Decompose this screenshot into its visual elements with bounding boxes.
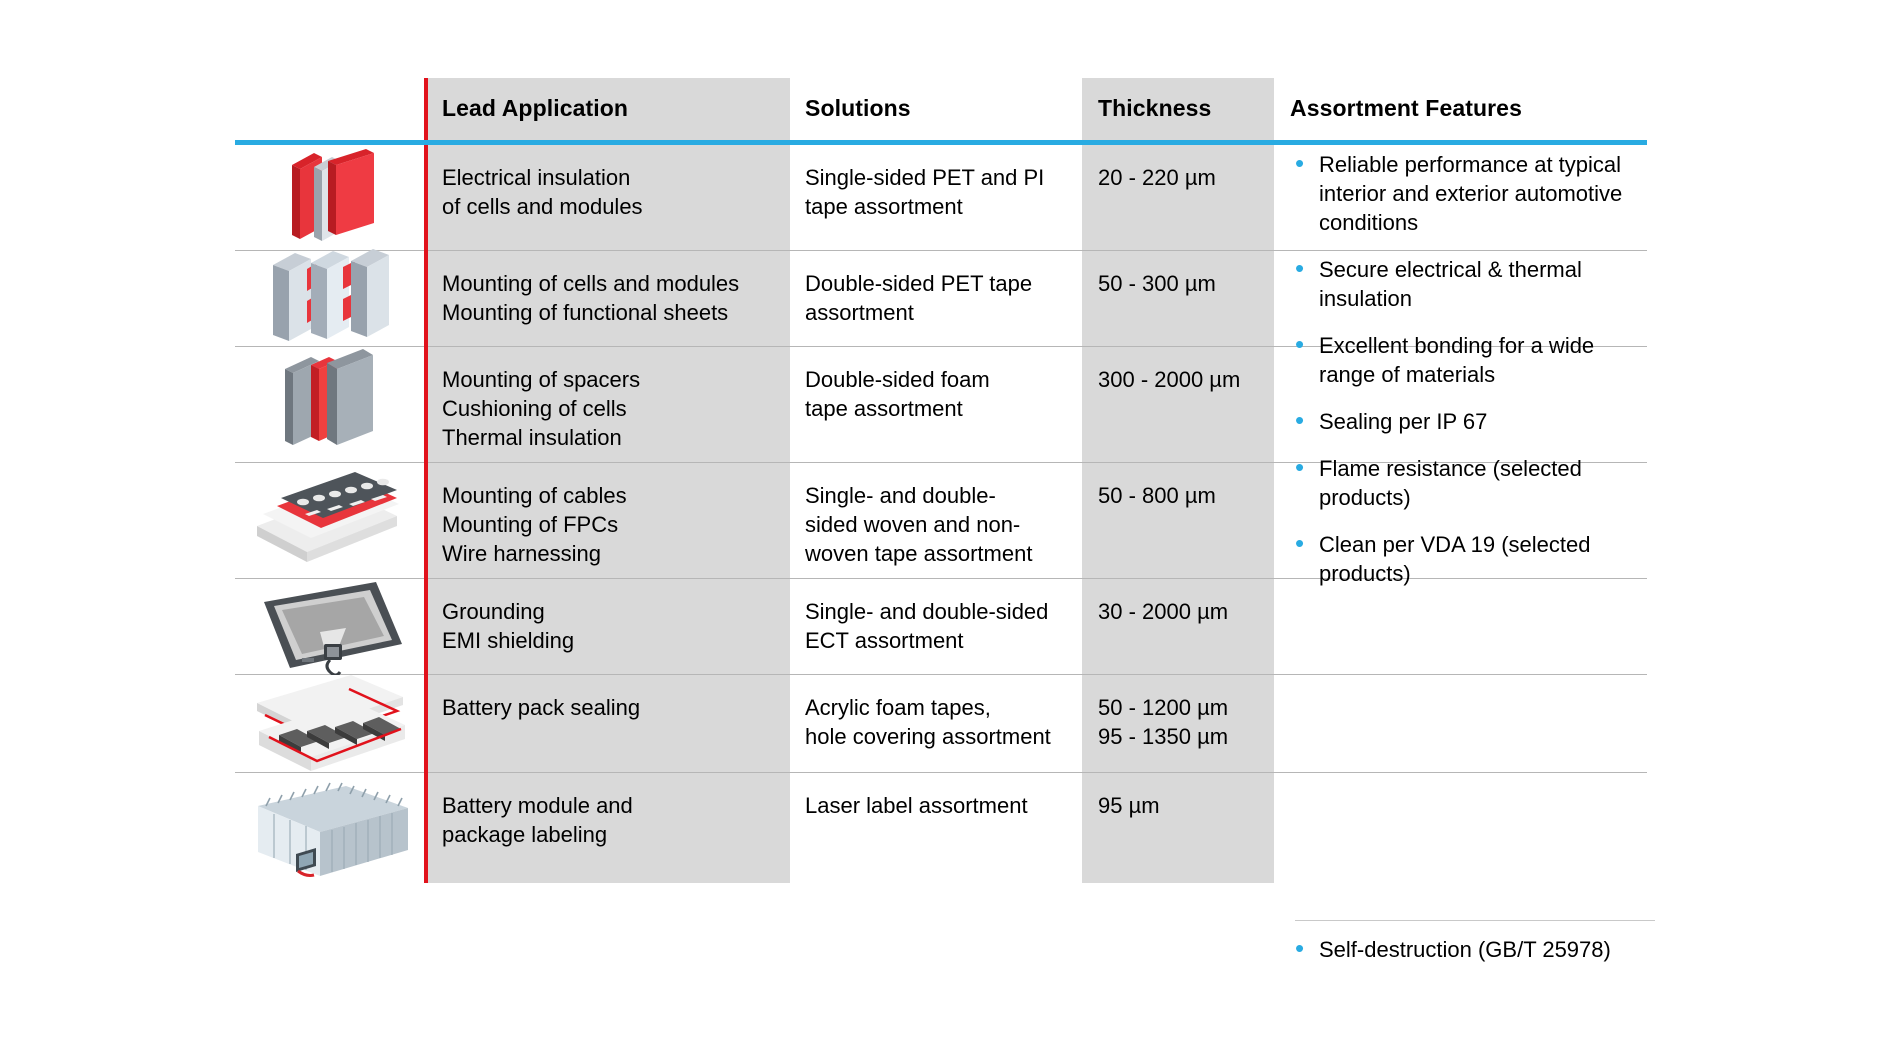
solutions-text: Double-sided foam tape assortment — [805, 367, 990, 421]
row-thickness-cell — [1082, 579, 1274, 674]
solutions-text: Double-sided PET tape assortment — [805, 271, 1033, 325]
row-image-cell — [235, 251, 424, 346]
solutions-text: Single- and double-sided ECT assortment — [805, 599, 1049, 653]
feature-item — [1295, 935, 1695, 964]
application-text: Mounting of cables Mounting of FPCs Wire harnessing — [442, 483, 627, 566]
row-image-cell — [235, 773, 424, 883]
battery-module-label-icon — [242, 772, 417, 884]
row-image-cell — [235, 145, 424, 250]
row-features-cell — [1274, 675, 1647, 772]
emi-shield-panel-icon — [235, 579, 424, 674]
feature-item — [1295, 150, 1655, 237]
feature-text: Sealing per IP 67 — [1319, 409, 1488, 434]
header-label-solutions: Solutions — [805, 95, 911, 122]
row-features-cell — [1274, 773, 1647, 883]
bullet-icon: • — [1295, 452, 1305, 482]
header-cell-image — [235, 78, 424, 140]
header-label-thickness: Thickness — [1098, 95, 1212, 122]
solutions-text: Laser label assortment — [805, 793, 1028, 818]
bullet-icon: • — [1295, 329, 1305, 359]
feature-text: Flame resistance (selected products) — [1319, 456, 1582, 510]
assortment-features-footnote-list — [1295, 935, 1695, 982]
cell-spacer-foam-icon — [235, 347, 424, 462]
application-text: Mounting of spacers Cushioning of cells Thermal insulation — [442, 367, 641, 450]
header-cell-features — [1274, 78, 1647, 140]
feature-item — [1295, 454, 1655, 512]
features-divider — [1295, 920, 1655, 921]
bullet-icon: • — [1295, 253, 1305, 283]
row-solutions-cell — [790, 675, 1082, 772]
header-cell-solutions — [790, 78, 1082, 140]
thickness-text: 30 - 2000 µm — [1098, 599, 1229, 624]
header-cell-thickness — [1082, 78, 1274, 140]
solutions-text: Single-sided PET and PI tape assortment — [805, 165, 1045, 219]
row-application-cell — [424, 579, 790, 674]
battery-cell-red-wrap-icon — [270, 143, 390, 253]
row-thickness-cell — [1082, 675, 1274, 772]
bullet-icon: • — [1295, 933, 1305, 963]
bullet-icon: • — [1295, 148, 1305, 178]
flexible-circuit-cable-icon — [247, 466, 412, 576]
row-solutions-cell — [790, 145, 1082, 250]
battery-cell-red-wrap-icon — [235, 145, 424, 250]
battery-module-label-icon — [235, 773, 424, 883]
row-image-cell — [235, 579, 424, 674]
application-text: Mounting of cells and modules Mounting of functional sheets — [442, 271, 740, 325]
row-thickness-cell — [1082, 347, 1274, 462]
row-thickness-cell — [1082, 463, 1274, 578]
prismatic-cells-stack-icon — [235, 251, 424, 346]
header-label-application: Lead Application — [442, 95, 629, 122]
row-thickness-cell — [1082, 773, 1274, 883]
application-text: Grounding EMI shielding — [442, 599, 575, 653]
application-text: Electrical insulation of cells and modules — [442, 165, 643, 219]
table-row — [235, 773, 1647, 883]
battery-pack-seal-icon — [245, 669, 415, 779]
thickness-text: 50 - 300 µm — [1098, 271, 1216, 296]
header-label-features: Assortment Features — [1290, 95, 1522, 122]
feature-item — [1295, 530, 1655, 588]
bullet-icon: • — [1295, 405, 1305, 435]
row-application-cell — [424, 773, 790, 883]
blue-header-rule — [235, 140, 1647, 145]
row-application-cell — [424, 463, 790, 578]
row-image-cell — [235, 347, 424, 462]
thickness-text: 50 - 800 µm — [1098, 483, 1216, 508]
feature-text: Excellent bonding for a wide range of materials — [1319, 333, 1595, 387]
row-thickness-cell — [1082, 251, 1274, 346]
table-header-row — [235, 78, 1647, 140]
application-text: Battery pack sealing — [442, 695, 641, 720]
red-vertical-rule — [424, 78, 428, 883]
battery-pack-seal-icon — [235, 675, 424, 772]
bullet-icon: • — [1295, 528, 1305, 558]
row-thickness-cell — [1082, 145, 1274, 250]
row-solutions-cell — [790, 463, 1082, 578]
prismatic-cells-stack-icon — [255, 241, 405, 356]
solutions-text: Single- and double- sided woven and non- woven tape assortment — [805, 483, 1033, 566]
row-solutions-cell — [790, 579, 1082, 674]
row-solutions-cell — [790, 773, 1082, 883]
row-application-cell — [424, 347, 790, 462]
thickness-text: 95 µm — [1098, 793, 1160, 818]
table-row — [235, 675, 1647, 773]
flexible-circuit-cable-icon — [235, 463, 424, 578]
header-cell-application — [424, 78, 790, 140]
thickness-text: 20 - 220 µm — [1098, 165, 1216, 190]
assortment-features-list — [1295, 150, 1655, 606]
row-application-cell — [424, 145, 790, 250]
emi-shield-panel-icon — [250, 572, 410, 682]
feature-text: Self-destruction (GB/T 25978) — [1319, 937, 1611, 962]
thickness-text: 300 - 2000 µm — [1098, 367, 1241, 392]
row-solutions-cell — [790, 347, 1082, 462]
solutions-text: Acrylic foam tapes, hole covering assortment — [805, 695, 1051, 749]
feature-item — [1295, 331, 1655, 389]
application-text: Battery module and package labeling — [442, 793, 633, 847]
row-solutions-cell — [790, 251, 1082, 346]
cell-spacer-foam-icon — [265, 349, 395, 461]
row-application-cell — [424, 251, 790, 346]
thickness-text: 50 - 1200 µm 95 - 1350 µm — [1098, 695, 1229, 749]
feature-item — [1295, 255, 1655, 313]
feature-text: Secure electrical & thermal insulation — [1319, 257, 1582, 311]
feature-text: Reliable performance at typical interior and exterior automotive conditions — [1319, 152, 1623, 235]
row-image-cell — [235, 463, 424, 578]
row-image-cell — [235, 675, 424, 772]
feature-item — [1295, 407, 1655, 436]
row-application-cell — [424, 675, 790, 772]
feature-text: Clean per VDA 19 (selected products) — [1319, 532, 1591, 586]
